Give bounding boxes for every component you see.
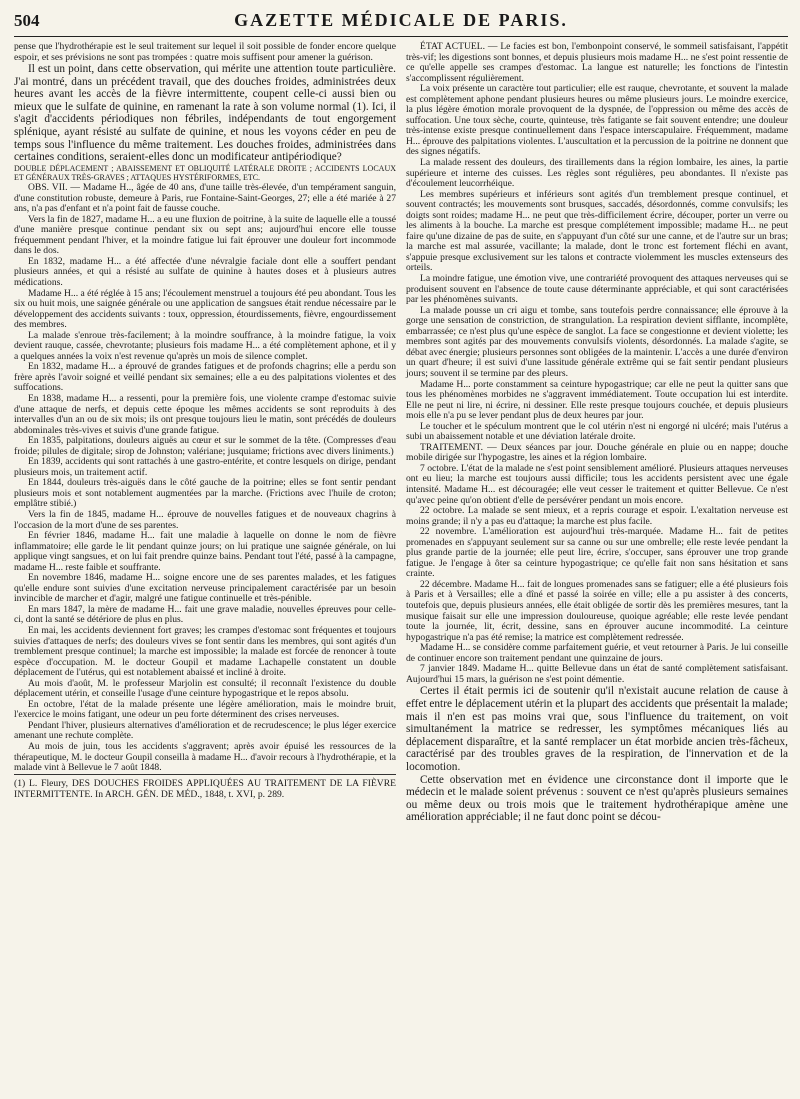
paragraph: En novembre 1846, madame H... soigne encore une de ses parentes malades, et les fatigues qu'elle endure sont suivies d'une excitation nerveuse principalement caractérisée par un besoin invincible de marcher et d'agir, malgré une fatigue continuelle et très-pénible. [14, 572, 396, 605]
paragraph: Au mois de juin, tous les accidents s'aggravent; après avoir épuisé les ressources de la thérapeutique, M. le docteur Goupil conseilla à madame H... d'avoir recours à l'hydrothérapie, et la malade vint à Bellevue le 7 août 1848. [14, 741, 396, 774]
page-header [14, 10, 788, 37]
paragraph: pense que l'hydrothérapie est le seul traitement sur lequel il soit possible de fonder encore quelque espoir, et ses prévisions ne sont pas trompées : quatre mois suffisent pour amener la guérison. [14, 41, 396, 63]
paragraph: Les membres supérieurs et inférieurs sont agités d'un tremblement presque continuel, et souvent contractés; les mouvements sont brusques, saccadés, désordonnés, comme convulsifs; les doigts sont roides; madame H... ne peut que très-difficilement écrire, découper, porter un verre ou les aliments à la bouche. La marche est presque complétement impossible; madame H... ne peut faire qu'une dizaine de pas de suite, en s'appuyant d'un côté sur une canne, et de l'autre sur un bras; la marche est mal assurée, vacillante; la malade, dont le tronc est fortement fléchi en avant, s'appuie presque exclusivement sur les talons et contracte violemment les muscles extenseurs des orteils. [406, 188, 788, 274]
paragraph: Vers la fin de 1827, madame H... a eu une fluxion de poitrine, à la suite de laquelle elle a toussé d'une manière presque continue pendant six ou sept ans; aujourd'hui encore elle tousse fréquemment pendant l'hiver, et la moindre fatigue lui fait éprouver une douleur fort incommode dans le dos. [14, 213, 396, 257]
paragraph: 22 novembre. L'amélioration est aujourd'hui très-marquée. Madame H... fait de petites promenades en s'appuyant seulement sur sa canne ou sur une ombrelle; elle reste levée pendant la plus grande partie de la journée; elle peut lire, écrire, s'occuper, sans éprouver une trop grande fatigue. Je l'engage à ôter sa ceinture hypogastrique; ce qu'elle fait non sans hésitation et sans crainte. [406, 526, 788, 580]
paragraph: Certes il était permis ici de soutenir qu'il n'existait aucune relation de cause à effet entre le déplacement utérin et la plupart des accidents que présentait la malade; mais il n'en est pas moins vrai que, sous l'influence du traitement, on voit simultanément la matrice se redresser, les symptômes mécaniques liés au déplacement disparaître, et la santé remplacer un état morbide ancien très-fâcheux, caractérisé par des troubles graves de la respiration, de l'innervation et de la locomotion. [406, 685, 788, 773]
paragraph: En mai, les accidents deviennent fort graves; les crampes d'estomac sont fréquentes et toujours suivies d'attaques de nerfs; des douleurs vives se font sentir dans les membres, qui sont agités d'un tremblement presque continuel; la marche est impossible; la malade est forcée de renoncer à toute espèce d'occupation. M. le docteur Goupil et madame Lachapelle constatent un double déplacement de l'utérus, qui est notablement abaissé et incliné à droite. [14, 625, 396, 679]
paragraph: Il est un point, dans cette observation, qui mérite une attention toute particulière. J'ai montré, dans un précédent travail, que des douches froides, administrées deux heures avant les accès de la fièvre intermittente, coupent celle-ci aussi bien ou mieux que le sulfate de quinine, en ramenant la rate à son volume normal (1). Ici, il s'agit d'accidents périodiques non fébriles, indépendants de tout engorgement splénique, ayant résisté au sulfate de quinine, et nous les voyons céder en peu de temps sous l'influence du même traitement. Les douches froides, administrées dans certaines conditions, seraient-elles donc un modificateur antipériodique? [14, 63, 396, 164]
paragraph: En mars 1847, la mère de madame H... fait une grave maladie, nouvelles épreuves pour celle-ci, dont la santé se détériore de plus en plus. [14, 603, 396, 626]
right-column [406, 42, 788, 824]
paragraph: 22 décembre. Madame H... fait de longues promenades sans se fatiguer; elle a été plusieurs fois à Paris et à Versailles; elle a dîné et passé la soirée en ville; elle a pu assister à des concerts, toutefois que, depuis plusieurs années, elle était obligée de sortir dès les premières mesures, tant la musique faisait sur elle une impression douloureuse, quoique agréable; elle reste levée pendant toute la journée, lit, écrit, dessine, sans en éprouver aucune incommodité. La ceinture hypogastrique n'a pas été remise; la matrice est complètement redressée. [406, 578, 788, 643]
observation-continuation [406, 42, 788, 685]
paragraph: Madame H... a été réglée à 15 ans; l'écoulement menstruel a toujours été peu abondant. Tous les six ou huit mois, une saignée générale ou une application de sangsues était rendue nécessaire par le développement des accidents suivants : toux, oppression, étourdissements, fièvre, engourdissement des membres. [14, 287, 396, 331]
paragraph: TRAITEMENT. — Deux séances par jour. Douche générale en pluie ou en nappe; douche mobile dirigée sur l'hypogastre, les aines et la région lombaire. [406, 441, 788, 464]
journal-title: GAZETTE MÉDICALE DE PARIS. [234, 10, 568, 30]
text-columns [14, 42, 788, 824]
commentary [406, 685, 788, 824]
paragraph: 7 octobre. L'état de la malade ne s'est point sensiblement amélioré. Plusieurs attaques nerveuses ont eu lieu; la marche est toujours aussi difficile; tous les accidents persistent avec une égale intensité. Madame H... est découragée; elle veut cesser le traitement et quitter Bellevue. Ce n'est qu'avec peine qu'on obtient d'elle de persévérer pendant un mois encore. [406, 462, 788, 506]
paragraph: OBS. VII. — Madame H.., âgée de 40 ans, d'une taille très-élevée, d'un tempérament sanguin, d'une constitution robuste, demeure à Paris, rue Fontaine-Saint-Georges, 27; elle a été mariée à 27 ans, n'a pas d'enfant et n'a point fait de fausse couche. [14, 182, 396, 215]
paragraph: Vers la fin de 1845, madame H... éprouve de nouvelles fatigues et de nouveaux chagrins à l'occasion de la mort d'une de ses parentes. [14, 508, 396, 531]
paragraph: Madame H... porte constamment sa ceinture hypogastrique; car elle ne peut la quitter sans que tous les phénomènes morbides ne s'aggravent immédiatement. Toute occupation lui est interdite. Elle ne peut ni lire, ni écrire, ni dessiner. Elle reste presque toujours couchée, et depuis plusieurs mois elle n'a pu se lever pendant plus de deux heures par jour. [406, 378, 788, 422]
section-heading: DOUBLE DÉPLACEMENT ; ABAISSEMENT ET OBLIQUITÉ LATÉRALE DROITE ; ACCIDENTS LOCAUX ET GÉNÉRAUX TRÈS-GRAVES ; ATTAQUES HYSTÉRIFORMES, ETC. [14, 163, 396, 183]
paragraph: En février 1846, madame H... fait une maladie à laquelle on donne le nom de fièvre inflammatoire; elle garde le lit pendant quinze jours; on lui pratique une saignée générale, on lui applique vingt sangsues, et on lui fait prendre quinze bains. Pendant tout l'été, passé à la campagne, madame H... reste faible et souffrante. [14, 530, 396, 573]
paragraph: La malade s'enroue très-facilement; à la moindre souffrance, à la moindre fatigue, la voix devient rauque, cassée, chevrotante; plusieurs fois madame H... a été complètement aphone, et il y a quelques années la voix n'est revenue qu'après un mois de silence complet. [14, 329, 396, 362]
paragraph: Le toucher et le spéculum montrent que le col utérin n'est ni engorgé ni ulcéré; mais l'utérus a subi un abaissement notable et une déviation latérale droite. [406, 420, 788, 443]
paragraph: En 1832, madame H... a été affectée d'une névralgie faciale dont elle a souffert pendant plusieurs années, et qui a résisté au sulfate de quinine à hautes doses et à plusieurs autres médications. [14, 255, 396, 288]
paragraph: ÉTAT ACTUEL. — Le facies est bon, l'embonpoint conservé, le sommeil satisfaisant, l'appétit très-vif; les digestions sont bonnes, et depuis plusieurs mois madame H... ne s'est point ressentie de ce qu'elle appelle ses crampes d'estomac. La langue est naturelle; les fonctions de l'intestin s'accomplissent régulièrement. [406, 41, 788, 84]
paragraph: En 1832, madame H... a éprouvé de grandes fatigues et de profonds chagrins; elle a perdu son frère après l'avoir soigné et veillé pendant six semaines; elle a eu des palpitations violentes et des suffocations. [14, 361, 396, 394]
left-column [14, 42, 396, 824]
paragraph: La malade pousse un cri aigu et tombe, sans toutefois perdre connaissance; elle éprouve à la gorge une sensation de constriction, de strangulation. La respiration devient sifflante, incomplète, embarrassée; ce n'est plus qu'une espèce de sanglot. La face se congestionne et devient violette; les membres sont agités par des mouvements convulsifs violents, désordonnés. La malade s'agite, se débat avec énergie; plusieurs personnes sont obligées de la maintenir. L'accès a une durée d'environ un quart d'heure; il est suivi d'une lassitude générale extrême qui se fait sentir pendant plusieurs jours; souvent il se termine par des pleurs. [406, 304, 788, 379]
paragraph: La moindre fatigue, une émotion vive, une contrariété provoquent des attaques nerveuses qui se produisent souvent en l'absence de toute cause déterminante appréciable, et qui sont caractérisées par les phénomènes suivants. [406, 273, 788, 306]
paragraph: 22 octobre. La malade se sent mieux, et a repris courage et espoir. L'exaltation nerveuse est moins grande; il n'y a pas eu d'attaque; la marche est plus facile. [406, 505, 788, 527]
paragraph: Madame H... se considère comme parfaitement guérie, et veut retourner à Paris. Je lui conseille de continuer encore son traitement pendant une quinzaine de jours. [406, 642, 788, 664]
paragraph: En 1839, accidents qui sont rattachés à une gastro-entérite, et contre lesquels on dirige, pendant plusieurs mois, un traitement actif. [14, 456, 396, 478]
paragraph: La malade ressent des douleurs, des tiraillements dans la région lombaire, les aines, la partie supérieure et interne des cuisses. Les règles sont régulières, peu abondantes. Il n'existe pas d'écoulement leucorrhéique. [406, 157, 788, 190]
paragraph: En octobre, l'état de la malade présente une légère amélioration, mais le moindre bruit, l'exercice le moins fatigant, une odeur un peu forte déterminent des crises nerveuses. [14, 698, 396, 721]
observation-list [14, 183, 396, 774]
paragraph: En 1835, palpitations, douleurs aiguës au cœur et sur le sommet de la tête. (Compresses d'eau froide; pilules de digitale; sirop de Johnston; valériane; jusquiame; frictions avec divers liniments.) [14, 435, 396, 457]
paragraph: 7 janvier 1849. Madame H... quitte Bellevue dans un état de santé complètement satisfaisant. Aujourd'hui 15 mars, la guérison ne s'est point démentie. [406, 663, 788, 685]
paragraph: Cette observation met en évidence une circonstance dont il importe que le médecin et le malade soient prévenus : souvent ce n'est qu'après plusieurs semaines ou même deux ou trois mois que le traitement hydrothérapique amène une amélioration appréciable; il ne faut donc point se décou- [406, 773, 788, 824]
page-number: 504 [14, 11, 40, 30]
paragraph: En 1844, douleurs très-aiguës dans le côté gauche de la poitrine; elles se font sentir pendant plusieurs mois et sont notablement augmentées par la marche. (Frictions avec l'huile de croton; emplâtre stibié.) [14, 477, 396, 510]
paragraph: La voix présente un caractère tout particulier; elle est rauque, chevrotante, et souvent la malade est complètement aphone pendant plusieurs heures ou même plusieurs jours. Le moindre exercice, la plus légère émotion morale provoquent de la dyspnée, de l'oppression ou même des accès de suffocation. Une toux sèche, courte, quinteuse, très fatigante se fait souvent entendre; une douleur très-intense existe presque continuellement dans l'espace interscapulaire. Fréquemment, madame H... éprouve des palpitations violentes. L'auscultation et la percussion de la poitrine ne donnent que des signes négatifs. [406, 83, 788, 158]
paragraph: Pendant l'hiver, plusieurs alternatives d'amélioration et de recrudescence; le plus léger exercice amenant une rechute complète. [14, 719, 396, 742]
paragraph: En 1838, madame H... a ressenti, pour la première fois, une violente crampe d'estomac suivie d'une attaque de nerfs, et depuis cette époque les mêmes accidents se sont reproduits à des intervalles d'un an ou de six mois; ils ont presque toujours lieu le matin, sont précédés de douleurs abdominales très-vives et suivis d'une grande fatigue. [14, 392, 396, 436]
footnote: (1) L. Fleury, DES DOUCHES FROIDES APPLIQUÉES AU TRAITEMENT DE LA FIÈVRE INTERMITTENTE. In ARCH. GÉN. DE MÉD., 1848, t. XVI, p. 289. [14, 774, 396, 800]
paragraph: Au mois d'août, M. le professeur Marjolin est consulté; il reconnaît l'existence du double déplacement utérin, et conseille l'usage d'une ceinture hypogastrique et le repos absolu. [14, 677, 396, 700]
